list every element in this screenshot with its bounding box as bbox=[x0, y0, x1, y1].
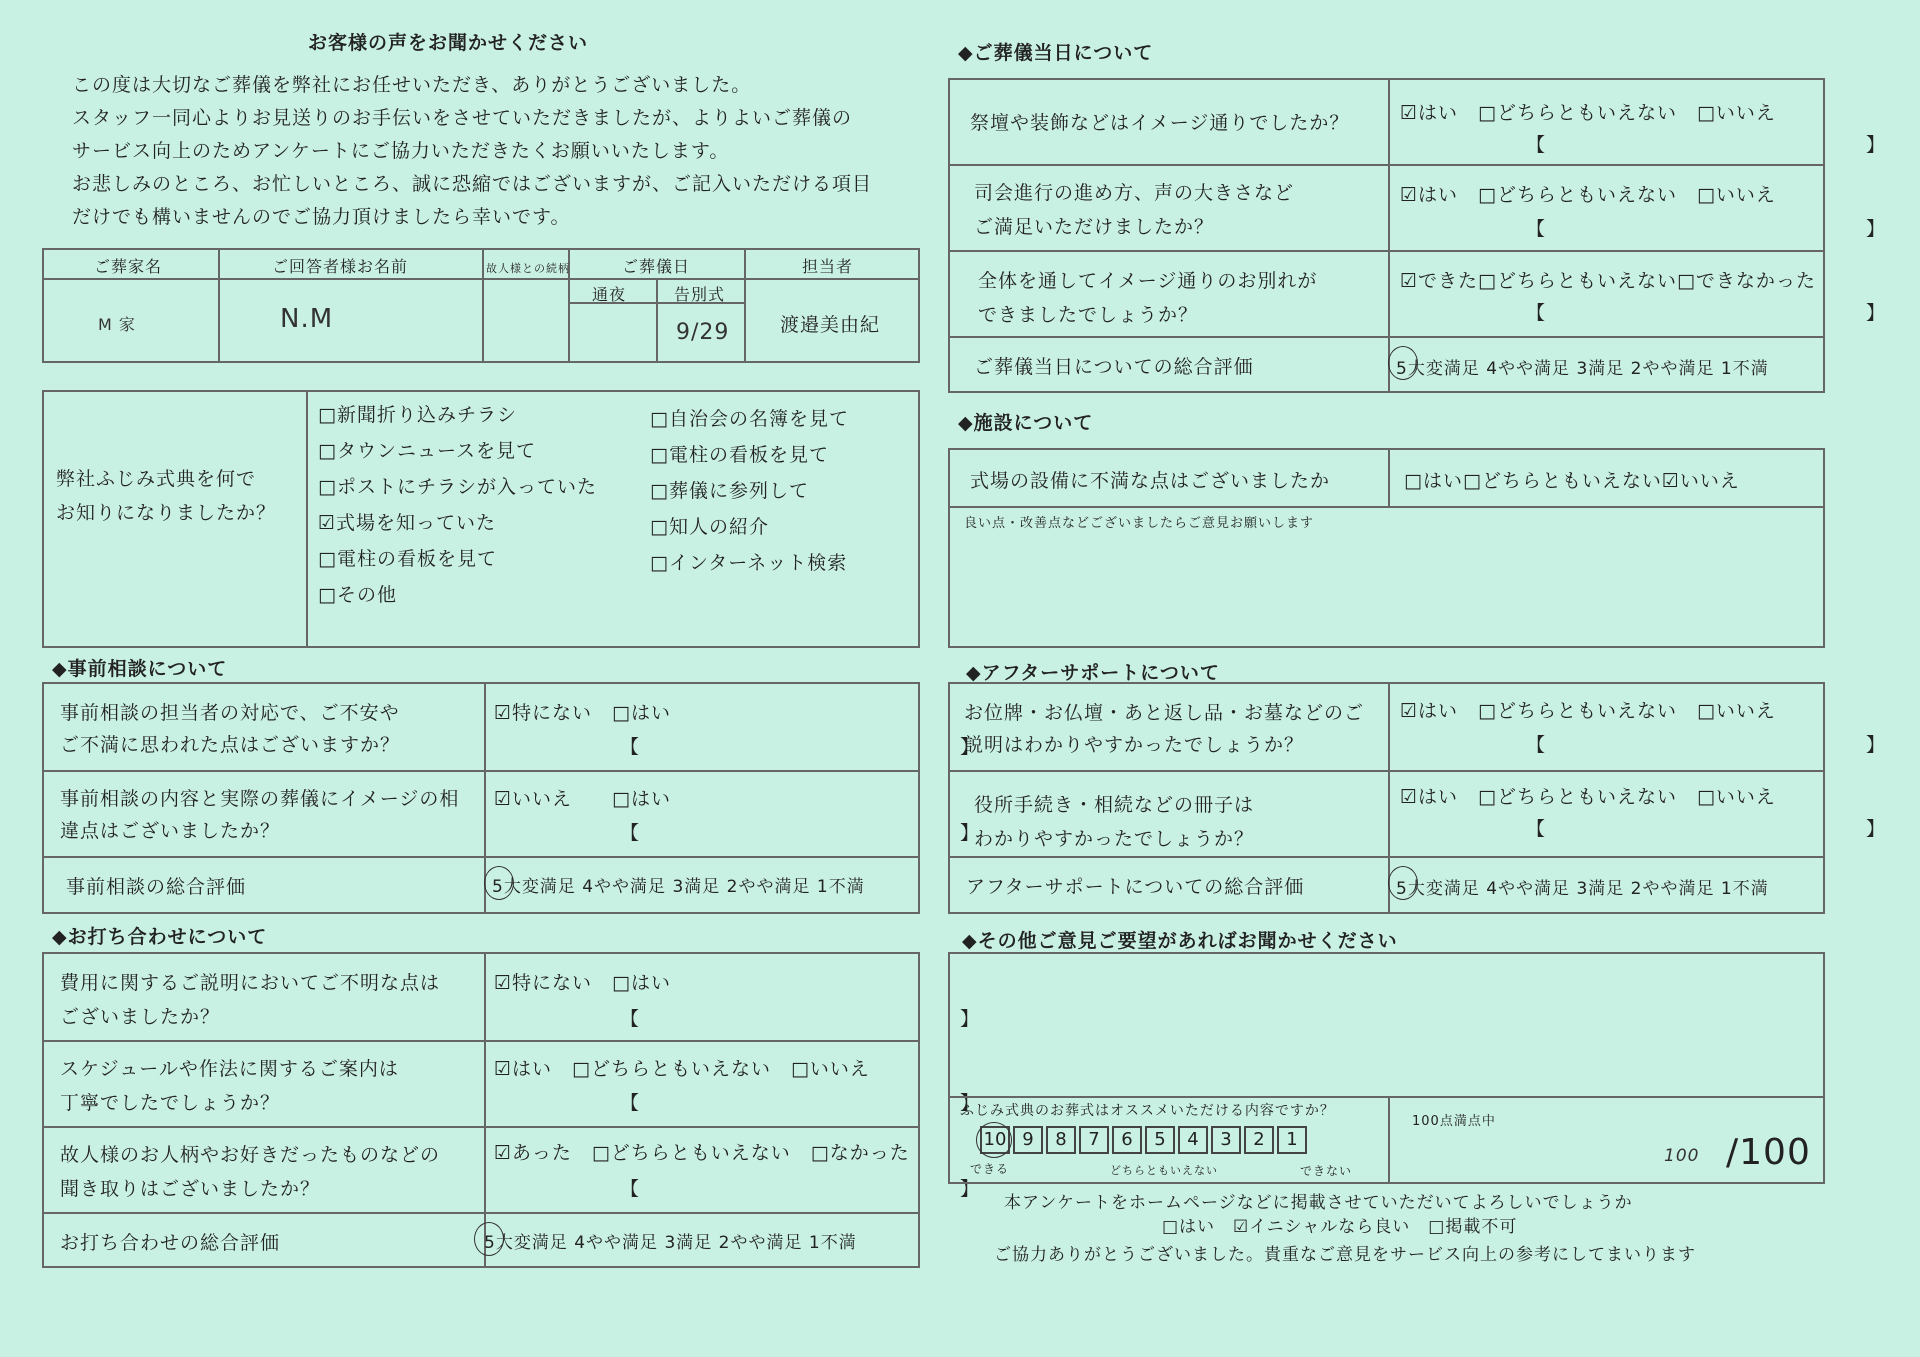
scale-6[interactable]: 6 bbox=[1112, 1126, 1142, 1154]
after-q1: 説明はわかりやすかったでしょうか？ bbox=[964, 734, 1305, 756]
score-label: 100点満点中 bbox=[1412, 1114, 1496, 1129]
family-name-value: M 家 bbox=[98, 315, 136, 334]
scale-mid-label: どちらともいえない bbox=[1110, 1164, 1218, 1177]
day-q3: 全体を通してイメージ通りのお別れが bbox=[978, 270, 1318, 292]
facility-a1[interactable]: □はい□どちらともいえない☑いいえ bbox=[1404, 470, 1740, 492]
intro-line: だけでも構いませんのでご協力頂けましたら幸いです。 bbox=[72, 206, 571, 228]
col-respondent: ご回答者様お名前 bbox=[272, 257, 409, 276]
intro-line: この度は大切なご葬儀を弊社にお任せいただき、ありがとうございました。 bbox=[72, 74, 752, 96]
option-attended[interactable]: □葬儀に参列して bbox=[650, 480, 809, 502]
survey-title: お客様の声をお聞かせください bbox=[308, 32, 589, 54]
day-q3: できましたでしょうか？ bbox=[978, 304, 1199, 326]
meeting-box bbox=[42, 952, 981, 1268]
bracket[interactable]: 【 】 bbox=[620, 1092, 981, 1114]
intro-line: お悲しみのところ、お忙しいところ、誠に恐縮ではございますが、ご記入いただける項目 bbox=[72, 173, 873, 195]
scale-3[interactable]: 3 bbox=[1211, 1126, 1241, 1154]
meeting-q1: 費用に関するご説明においてご不明な点は bbox=[60, 972, 441, 994]
scale-4[interactable]: 4 bbox=[1178, 1126, 1208, 1154]
col-date: ご葬儀日 bbox=[622, 257, 691, 276]
col-staff: 担当者 bbox=[802, 257, 854, 276]
score-max: /100 bbox=[1726, 1132, 1811, 1173]
meeting-title: ◆お打ち合わせについて bbox=[52, 926, 268, 948]
bracket[interactable]: 【 】 bbox=[620, 736, 981, 758]
scale-2[interactable]: 2 bbox=[1244, 1126, 1274, 1154]
after-q2: 役所手続き・相続などの冊子は bbox=[974, 794, 1255, 816]
intro-line: サービス向上のためアンケートにご協力いただきたくお願いいたします。 bbox=[72, 140, 730, 162]
after-q2: わかりやすかったでしょうか？ bbox=[974, 828, 1255, 850]
after-q3: アフターサポートについての総合評価 bbox=[966, 876, 1305, 898]
option-referral[interactable]: □知人の紹介 bbox=[650, 516, 769, 538]
after-support-title: ◆アフターサポートについて bbox=[966, 662, 1220, 684]
option-newspaper[interactable]: □新聞折り込みチラシ bbox=[318, 404, 517, 426]
selected-circle bbox=[474, 1222, 504, 1256]
meeting-q2: 丁寧でしたでしょうか？ bbox=[60, 1092, 281, 1114]
pre-consult-title: ◆事前相談について bbox=[52, 658, 228, 680]
day-q2: ご満足いただけましたか？ bbox=[974, 216, 1215, 238]
scale-8[interactable]: 8 bbox=[1046, 1126, 1076, 1154]
after-q1: お位牌・お仏壇・あと返し品・お墓などのご bbox=[964, 702, 1365, 724]
facility-title: ◆施設について bbox=[958, 412, 1094, 434]
pre-rating[interactable]: 5大変満足 4やや満足 3満足 2やや満足 1不満 bbox=[492, 877, 865, 897]
funeral-day-title: ◆ご葬儀当日について bbox=[958, 42, 1154, 64]
option-neighborhood[interactable]: □自治会の名簿を見て bbox=[650, 408, 849, 430]
pre-q1: 事前相談の担当者の対応で、ご不安や bbox=[60, 702, 400, 724]
scale-right-label: できない bbox=[1300, 1164, 1353, 1178]
meeting-q3: 故人様のお人柄やお好きだったものなどの bbox=[60, 1144, 441, 1166]
other-box bbox=[948, 952, 1825, 1184]
day-rating[interactable]: 5大変満足 4やや満足 3満足 2やや満足 1不満 bbox=[1396, 359, 1769, 379]
pre-q1: ご不満に思われた点はございますか？ bbox=[60, 734, 401, 756]
scale-7[interactable]: 7 bbox=[1079, 1126, 1109, 1154]
respondent-value: N.M bbox=[280, 304, 334, 334]
after-support-box bbox=[948, 682, 1887, 914]
meeting-rating[interactable]: 5大変満足 4やや満足 3満足 2やや満足 1不満 bbox=[484, 1233, 857, 1253]
bracket[interactable]: 【 】 bbox=[1526, 134, 1887, 156]
bracket[interactable]: 【 】 bbox=[620, 1178, 981, 1200]
bracket[interactable]: 【 】 bbox=[1526, 302, 1887, 324]
meeting-q2: スケジュールや作法に関するご案内は bbox=[60, 1058, 399, 1080]
col-relation: 故人様との続柄 bbox=[486, 262, 570, 275]
day-q1: 祭壇や装飾などはイメージ通りでしたか？ bbox=[970, 112, 1350, 134]
pre-q2: 違点はございましたか？ bbox=[60, 820, 281, 842]
pre-a1[interactable]: ☑特にない □はい bbox=[494, 702, 671, 724]
option-town-news[interactable]: □タウンニュースを見て bbox=[318, 440, 537, 462]
col-funeral: 告別式 bbox=[674, 285, 726, 304]
selected-circle bbox=[976, 1122, 1012, 1158]
pre-consult-box bbox=[42, 682, 981, 914]
bracket[interactable]: 【 】 bbox=[620, 1008, 981, 1030]
info-table bbox=[42, 248, 920, 363]
other-title: ◆その他ご意見ご要望があればお聞かせください bbox=[962, 930, 1398, 952]
recommend-scale bbox=[980, 1126, 1310, 1154]
day-a1[interactable]: ☑はい □どちらともいえない □いいえ bbox=[1400, 102, 1776, 124]
staff-value: 渡邉美由紀 bbox=[780, 314, 881, 336]
bracket[interactable]: 【 】 bbox=[1526, 734, 1887, 756]
pre-a2[interactable]: ☑いいえ □はい bbox=[494, 788, 671, 810]
selected-circle bbox=[1388, 866, 1418, 900]
meeting-q1: ございましたか？ bbox=[60, 1006, 221, 1028]
funeral-day-box bbox=[948, 78, 1887, 393]
meeting-a3[interactable]: ☑あった □どちらともいえない □なかった bbox=[494, 1142, 910, 1164]
pre-q2: 事前相談の内容と実際の葬儀にイメージの相 bbox=[60, 788, 460, 810]
footer-options[interactable]: □はい ☑イニシャルなら良い □掲載不可 bbox=[1162, 1217, 1518, 1237]
bracket[interactable]: 【 】 bbox=[1526, 818, 1887, 840]
meeting-q3: 聞き取りはございましたか？ bbox=[60, 1178, 321, 1200]
awareness-box bbox=[42, 390, 920, 648]
after-a1[interactable]: ☑はい □どちらともいえない □いいえ bbox=[1400, 700, 1776, 722]
scale-5[interactable]: 5 bbox=[1145, 1126, 1175, 1154]
day-q4: ご葬儀当日についての総合評価 bbox=[974, 356, 1254, 378]
after-rating[interactable]: 5大変満足 4やや満足 3満足 2やや満足 1不満 bbox=[1396, 879, 1769, 899]
scale-9[interactable]: 9 bbox=[1013, 1126, 1043, 1154]
footer-line1: 本アンケートをホームページなどに掲載させていただいてよろしいでしょうか bbox=[1004, 1193, 1633, 1213]
day-q2: 司会進行の進め方、声の大きさなど bbox=[974, 182, 1295, 204]
bracket[interactable]: 【 】 bbox=[1526, 218, 1887, 240]
option-internet[interactable]: □インターネット検索 bbox=[650, 552, 848, 574]
awareness-question: お知りになりましたか？ bbox=[56, 502, 277, 524]
selected-circle bbox=[484, 866, 514, 900]
facility-q1: 式場の設備に不満な点はございましたか bbox=[970, 470, 1331, 492]
scale-left-label: できる bbox=[970, 1162, 1010, 1176]
option-pole-sign-2[interactable]: □電柱の看板を見て bbox=[650, 444, 829, 466]
scale-1[interactable]: 1 bbox=[1277, 1126, 1307, 1154]
option-post-flyer[interactable]: □ポストにチラシが入っていた bbox=[318, 476, 597, 498]
option-other[interactable]: □その他 bbox=[318, 584, 397, 606]
after-a2[interactable]: ☑はい □どちらともいえない □いいえ bbox=[1400, 786, 1776, 808]
score-hand: 100 bbox=[1664, 1146, 1700, 1166]
facility-comment-label: 良い点・改善点などございましたらご意見お願いします bbox=[964, 516, 1315, 531]
day-a2[interactable]: ☑はい □どちらともいえない □いいえ bbox=[1400, 184, 1776, 206]
recommend-question: ふじみ式典のお葬式はオススメいただける内容ですか？ bbox=[960, 1103, 1335, 1119]
awareness-question: 弊社ふじみ式典を何で bbox=[56, 468, 257, 490]
footer-thanks: ご協力ありがとうございました。貴重なご意見をサービス向上の参考にしてまいります bbox=[994, 1245, 1696, 1265]
intro-line: スタッフ一同心よりお見送りのお手伝いをさせていただきましたが、よりよいご葬儀の bbox=[72, 107, 853, 129]
meeting-q4: お打ち合わせの総合評価 bbox=[60, 1232, 281, 1254]
bracket[interactable]: 【 】 bbox=[620, 822, 981, 844]
col-family: ご葬家名 bbox=[94, 257, 163, 276]
meeting-a1[interactable]: ☑特にない □はい bbox=[494, 972, 671, 994]
scale-10[interactable]: 10 bbox=[980, 1126, 1010, 1154]
pre-q3: 事前相談の総合評価 bbox=[66, 876, 247, 898]
col-wake: 通夜 bbox=[592, 285, 627, 304]
facility-box bbox=[948, 448, 1825, 648]
funeral-date-value: 9/29 bbox=[676, 320, 730, 345]
option-pole-sign[interactable]: □電柱の看板を見て bbox=[318, 548, 497, 570]
meeting-a2[interactable]: ☑はい □どちらともいえない □いいえ bbox=[494, 1058, 870, 1080]
option-known-hall[interactable]: ☑式場を知っていた bbox=[318, 512, 497, 534]
day-a3[interactable]: ☑できた□どちらともいえない□できなかった bbox=[1400, 270, 1816, 292]
selected-circle bbox=[1388, 346, 1418, 380]
